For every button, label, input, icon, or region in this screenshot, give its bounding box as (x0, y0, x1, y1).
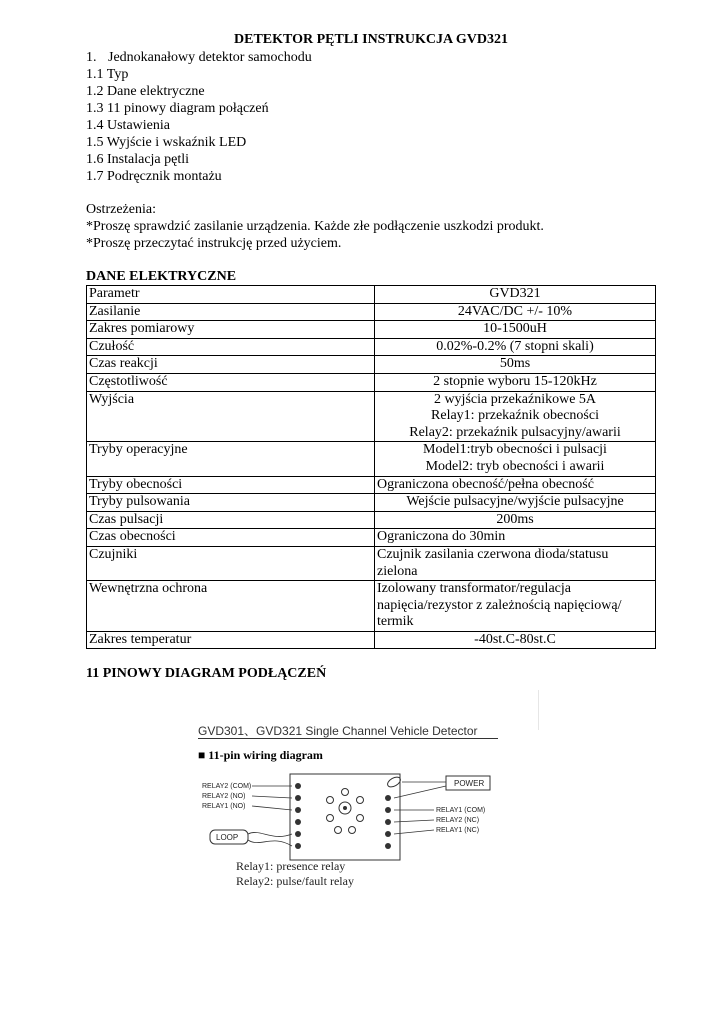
value-cell (375, 442, 656, 476)
value-cell (375, 546, 656, 580)
electrical-heading: DANE ELEKTRYCZNE (86, 269, 237, 284)
param-cell: Czas pulsacji (87, 511, 375, 529)
value-line: Model1:tryb obecności i pulsacji (423, 442, 607, 458)
table-row (87, 631, 656, 649)
value-line: Model2: tryb obecności i awarii (425, 458, 605, 474)
value-cell (375, 373, 656, 391)
table-row (87, 356, 656, 374)
loop-label: LOOP (216, 833, 239, 842)
value-cell (375, 356, 656, 374)
value-cell (375, 511, 656, 529)
value-line: Ograniczona obecność/pełna obecność (377, 476, 594, 492)
table-row (87, 442, 656, 476)
param-cell: Zakres temperatur (87, 631, 375, 649)
param-cell: Wewnętrzna ochrona (87, 581, 375, 632)
value-line: 200ms (496, 511, 534, 527)
param-cell: Czułość (87, 338, 375, 356)
value-line: Relay1: przekaźnik obecności (431, 408, 599, 424)
diagram-heading: 11 PINOWY DIAGRAM PODŁĄCZEŃ (86, 666, 327, 682)
document-page (86, 32, 656, 682)
toc-item: 1.5 Wyjście i wskaźnik LED (86, 135, 247, 150)
label-relay1-com: RELAY1 (COM) (436, 807, 486, 814)
socket-icon (327, 789, 364, 834)
label-relay2-com: RELAY2 (COM) (202, 783, 252, 790)
value-cell (375, 494, 656, 512)
toc-item (86, 49, 656, 66)
value-line: Ograniczona do 30min (377, 529, 506, 545)
value-line: -40st.C-80st.C (474, 631, 556, 647)
value-line: napięcia/rezystor z zależnością napięciową/ (377, 597, 622, 613)
param-cell: Częstotliwość (87, 373, 375, 391)
wiring-diagram (180, 716, 510, 896)
document-title: DETEKTOR PĘTLI INSTRUKCJA GVD321 (234, 32, 508, 47)
toc-item: 1.1 Typ (86, 67, 129, 82)
value-line: GVD321 (489, 286, 541, 301)
toc-item-label: Jednokanałowy detektor samochodu (108, 50, 312, 65)
value-cell (375, 529, 656, 547)
toc-item: 1.3 11 pinowy diagram połączeń (86, 101, 269, 116)
legend-relay1: Relay1: presence relay (236, 859, 346, 873)
value-cell (375, 631, 656, 649)
table-row (87, 494, 656, 512)
table-row (87, 338, 656, 356)
toc-item: 1.2 Dane elektryczne (86, 84, 205, 99)
table-row (87, 511, 656, 529)
detector-body (290, 774, 400, 860)
value-cell (375, 286, 656, 304)
table-row (87, 581, 656, 632)
toc-item: 1.4 Ustawienia (86, 118, 170, 133)
value-line: Czujnik zasilania czerwona dioda/statusu (377, 546, 609, 562)
toc-item: 1.7 Podręcznik montażu (86, 169, 222, 184)
left-pin-block (295, 783, 301, 849)
label-relay1-nc: RELAY1 (NC) (436, 827, 480, 834)
value-line: 2 stopnie wyboru 15-120kHz (433, 373, 597, 389)
warning-line: *Proszę przeczytać instrukcję przed użyciem. (86, 236, 342, 251)
table-row (87, 546, 656, 580)
table-row (87, 476, 656, 494)
table-row (87, 373, 656, 391)
param-cell: Tryby obecności (87, 476, 375, 494)
param-cell: Tryby pulsowania (87, 494, 375, 512)
value-cell (375, 581, 656, 632)
diagram-subtitle: ■ 11-pin wiring diagram (198, 748, 323, 762)
label-relay2-no: RELAY2 (NO) (202, 793, 246, 800)
warnings-title: Ostrzeżenia: (86, 202, 156, 217)
power-label: POWER (454, 779, 485, 788)
value-line: Relay2: przekaźnik pulsacyjny/awarii (409, 424, 621, 440)
param-cell: Tryby operacyjne (87, 442, 375, 476)
value-line: 50ms (499, 356, 531, 372)
param-cell: Czas obecności (87, 529, 375, 547)
diagram-header: GVD301、GVD321 Single Channel Vehicle Detector (198, 724, 478, 738)
label-relay1-no: RELAY1 (NO) (202, 803, 246, 810)
param-cell: Zasilanie (87, 303, 375, 321)
warning-line: *Proszę sprawdzić zasilanie urządzenia. Każde złe podłączenie uszkodzi produkt. (86, 219, 544, 234)
value-line: Wejście pulsacyjne/wyjście pulsacyjne (406, 494, 624, 510)
table-row (87, 529, 656, 547)
value-cell (375, 391, 656, 442)
value-cell (375, 321, 656, 339)
param-cell: Wyjścia (87, 391, 375, 442)
param-cell: Parametr (87, 286, 375, 304)
value-line: 10-1500uH (483, 321, 547, 337)
param-cell: Zakres pomiarowy (87, 321, 375, 339)
table-of-contents (86, 49, 656, 185)
toc-item-number: 1. (86, 50, 97, 65)
diagram-legend (236, 859, 354, 889)
value-line: 2 wyjścia przekaźnikowe 5A (433, 391, 597, 407)
table-row (87, 286, 656, 304)
label-relay2-nc: RELAY2 (NC) (436, 817, 480, 824)
value-cell (375, 476, 656, 494)
table-row (87, 303, 656, 321)
scan-artifact (538, 690, 539, 730)
value-line: 24VAC/DC +/- 10% (457, 303, 573, 319)
value-line: Izolowany transformator/regulacja (377, 581, 571, 597)
param-cell: Czas reakcji (87, 356, 375, 374)
value-cell (375, 338, 656, 356)
value-line: 0.02%-0.2% (7 stopni skali) (436, 338, 594, 354)
table-row (87, 321, 656, 339)
value-line: termik (377, 614, 414, 630)
toc-item: 1.6 Instalacja pętli (86, 152, 190, 167)
electrical-data-table (86, 285, 656, 649)
diagram-rule (198, 738, 498, 739)
legend-relay2: Relay2: pulse/fault relay (236, 874, 354, 888)
table-row (87, 391, 656, 442)
value-cell (375, 303, 656, 321)
param-cell: Czujniki (87, 546, 375, 580)
value-line: zielona (377, 563, 418, 579)
